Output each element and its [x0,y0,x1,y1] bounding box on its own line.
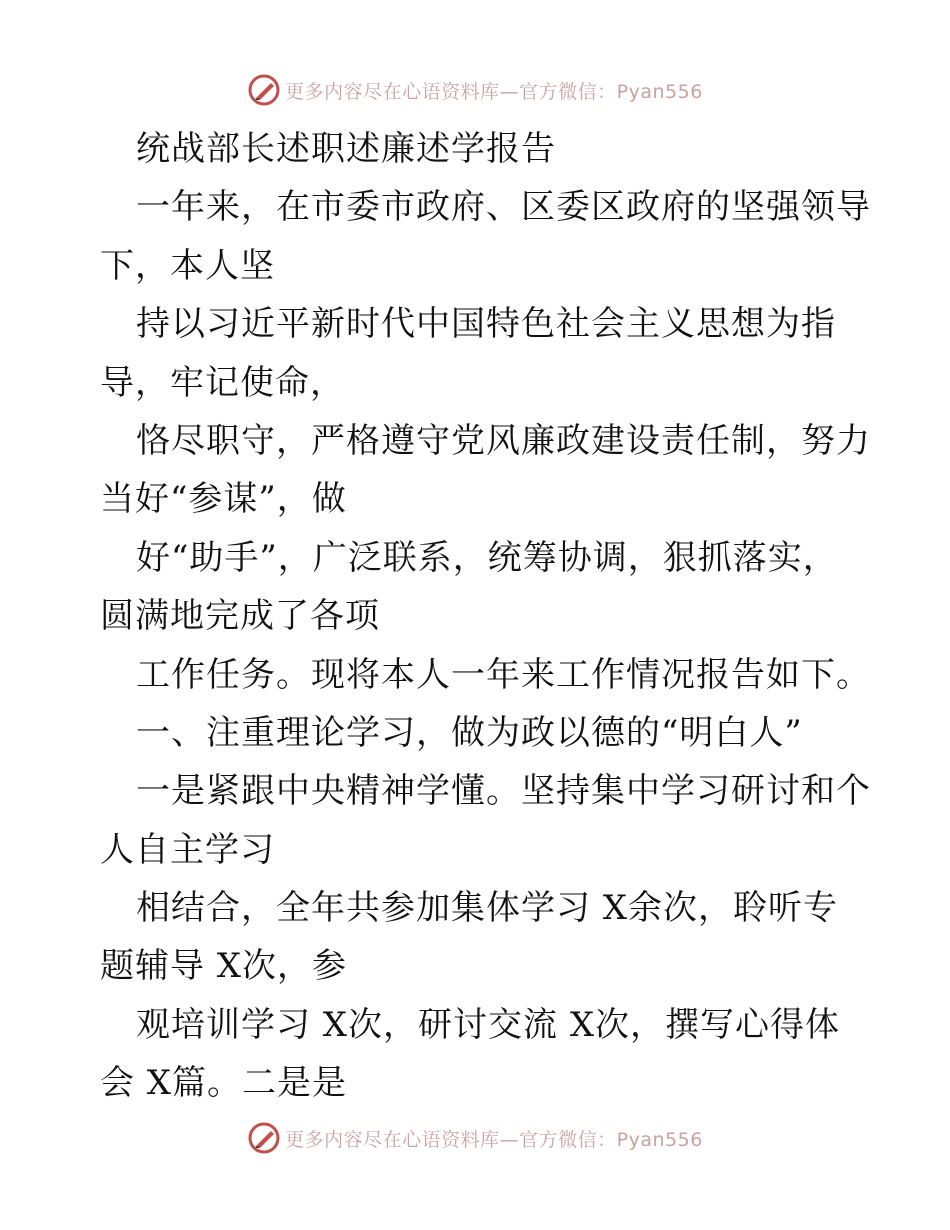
text-line: 一年来，在市委市政府、区委区政府的坚强领导 [136,187,871,228]
banner-text: 更多内容尽在心语资料库—官方微信：Pyan556 [285,80,703,103]
text-line: 题辅导 X次，参 [100,946,348,987]
pen-logo-icon [247,73,281,107]
document-body [100,120,871,1113]
pen-logo-icon [247,1121,281,1155]
footer-banner [0,1118,950,1158]
text-line: 一是紧跟中央精神学懂。坚持集中学习研讨和个 [136,771,871,812]
header-banner [0,70,950,110]
text-line: 恪尽职守，严格遵守党风廉政建设责任制，努力 [136,420,871,461]
text-line: 相结合，全年共参加集体学习 X余次，聆听专 [136,888,839,929]
text-line: 下，本人坚 [100,245,275,286]
banner-text: 更多内容尽在心语资料库—官方微信：Pyan556 [285,1128,703,1151]
text-line: 观培训学习 X次，研讨交流 X次，撰写心得体 [136,1004,841,1045]
text-line: 工作任务。现将本人一年来工作情况报告如下。 [136,654,871,695]
text-line: 圆满地完成了各项 [100,596,380,637]
text-line: 会 X篇。二是是 [100,1063,348,1104]
text-line: 人自主学习 [100,829,275,870]
text-line: 好“助手”，广泛联系，统筹协调，狠抓落实， [136,537,838,578]
text-line: 导，牢记使命， [100,362,345,403]
text-line: 一、注重理论学习，做为政以德的“明白人” [136,712,803,753]
text-line: 统战部长述职述廉述学报告 [136,129,556,169]
text-line: 当好“参谋”，做 [100,479,347,520]
text-line: 持以习近平新时代中国特色社会主义思想为指 [136,304,836,345]
